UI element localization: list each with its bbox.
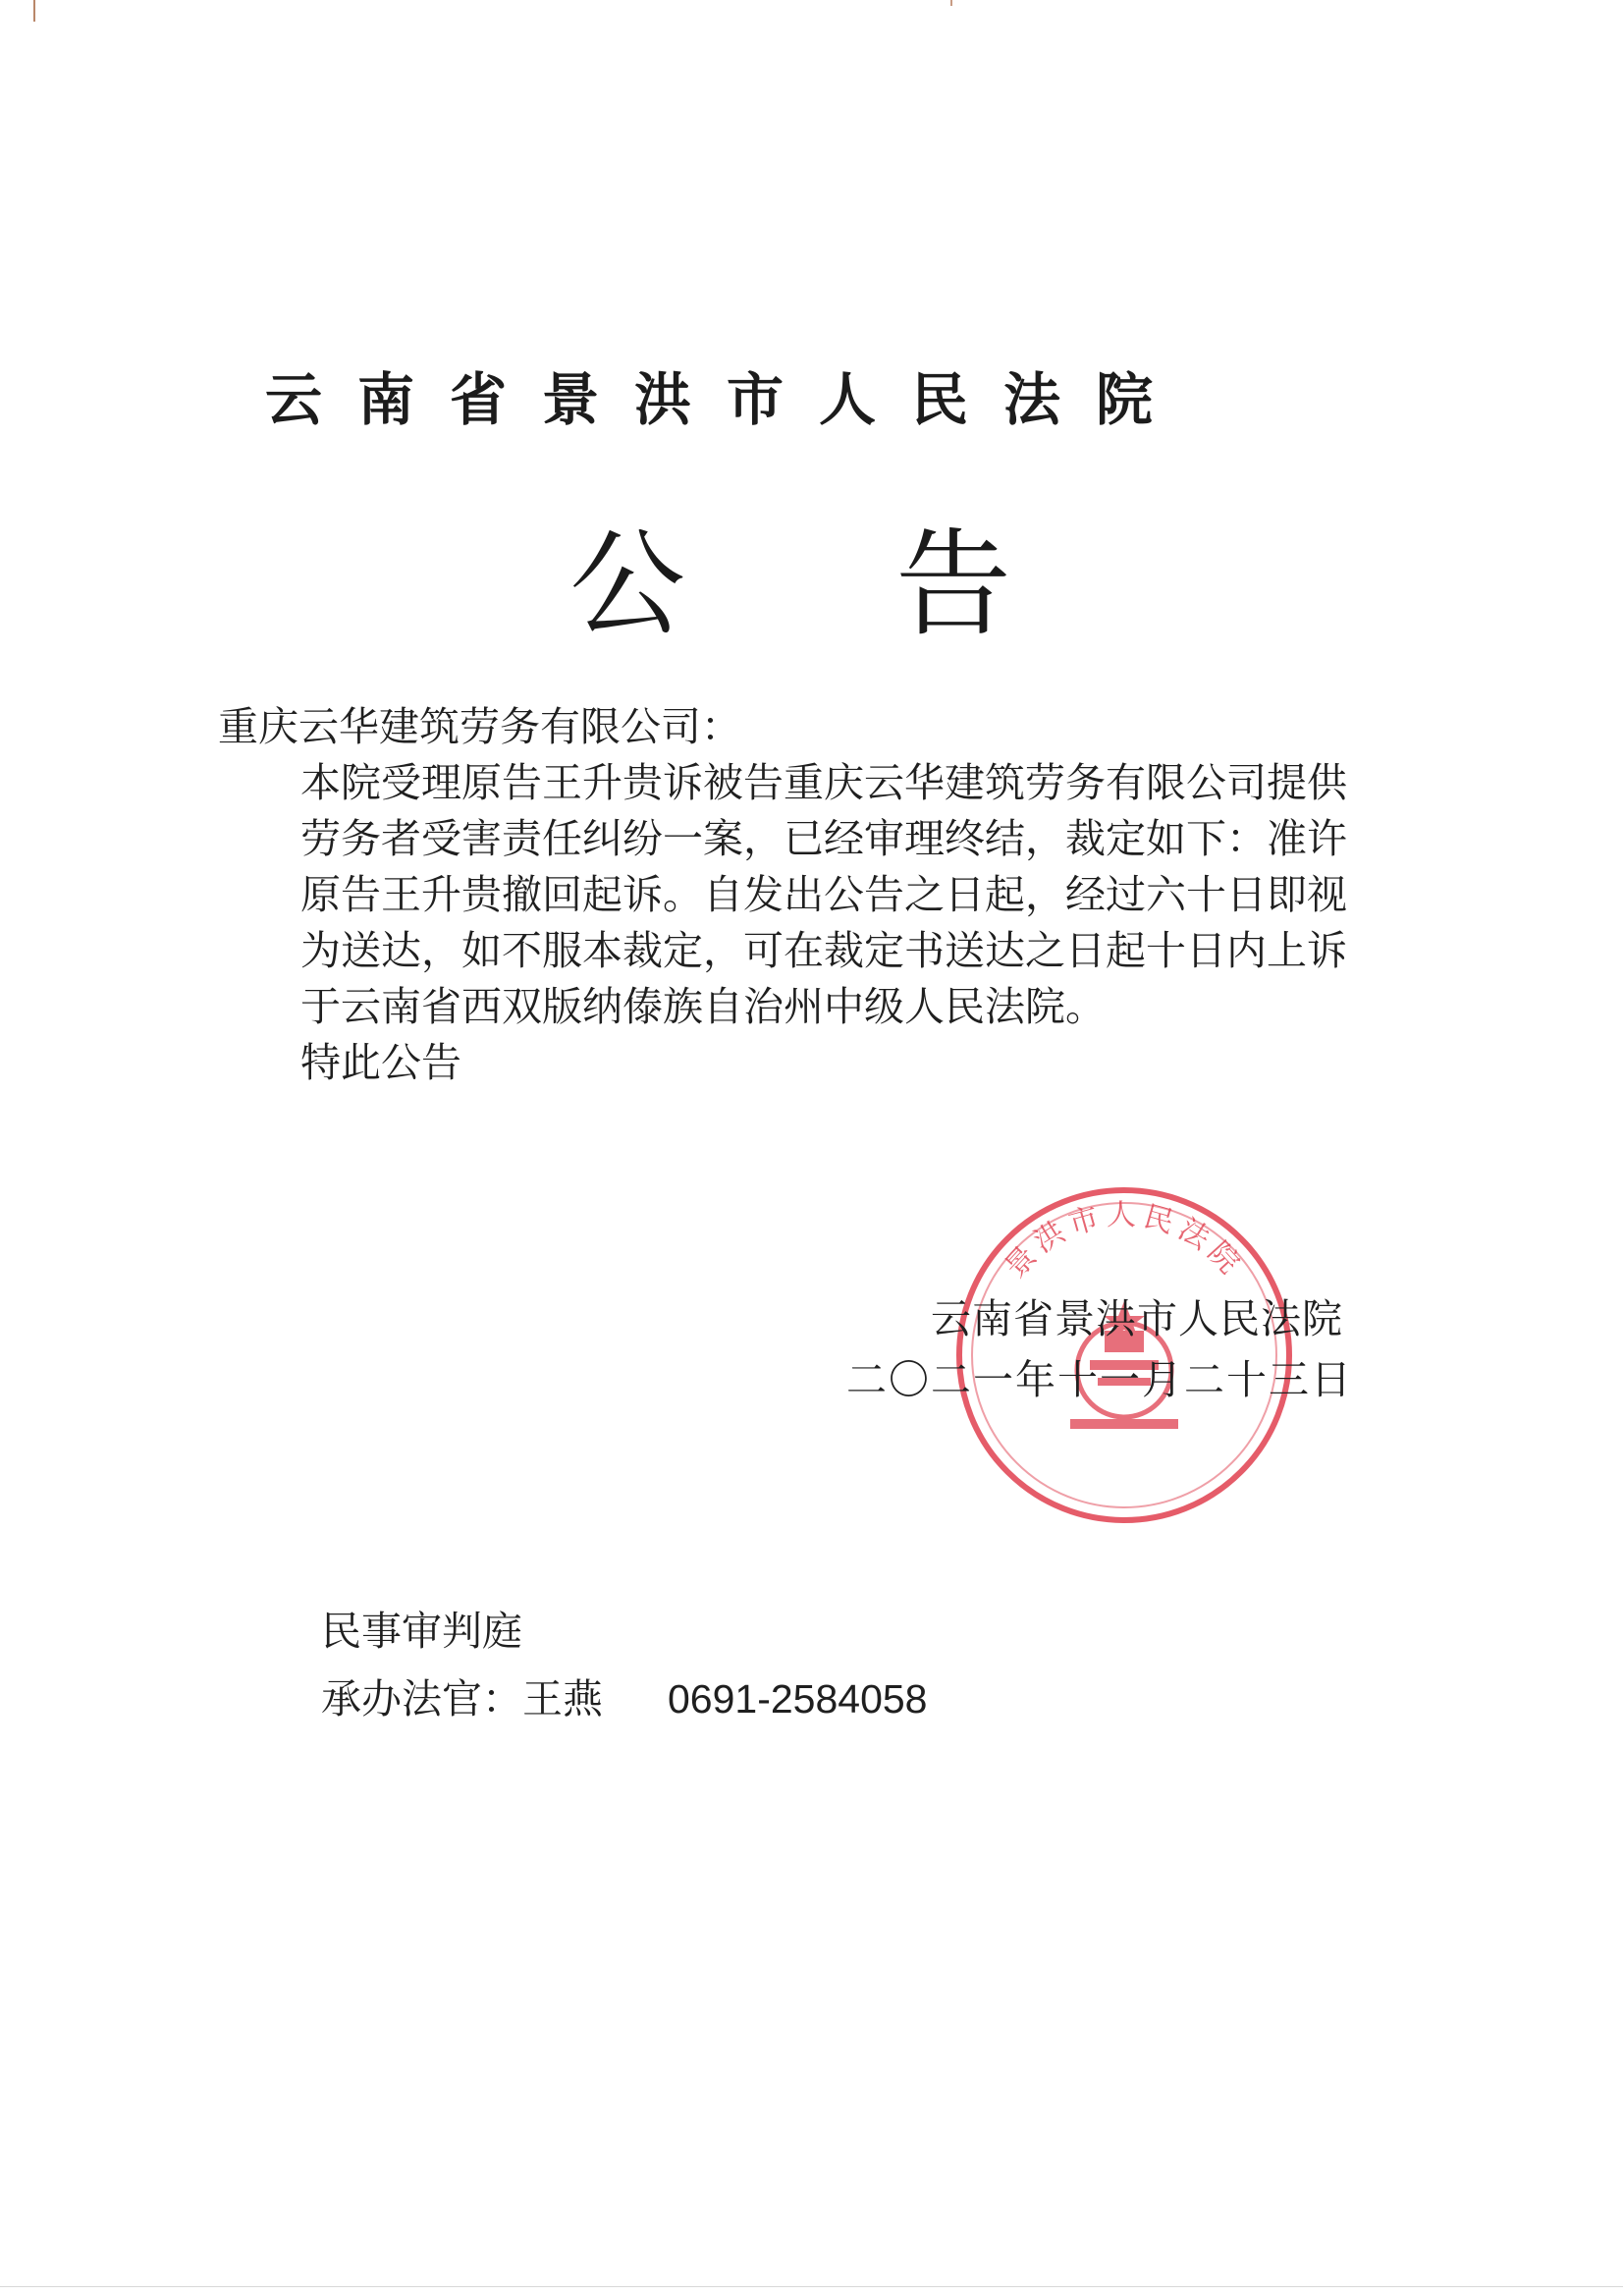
department: 民事审判庭 [321, 1608, 522, 1655]
notice-title [569, 491, 1011, 658]
court-title: 云南省景洪市人民法院 [264, 366, 1188, 433]
judge-contact [321, 1667, 927, 1724]
judge-label: 承办法官：王燕 [321, 1675, 603, 1722]
notice-title-char: 告 [894, 517, 1011, 652]
signature-court: 云南省景洪市人民法院 [931, 1295, 1343, 1342]
closing-phrase: 特此公告 [300, 1039, 461, 1086]
notice-title-char: 公 [569, 517, 686, 652]
svg-text:景洪市人民法院 [999, 1198, 1250, 1285]
seal-text: 景洪市人民法院 [998, 1198, 1251, 1285]
scan-edge-mark [33, 0, 35, 22]
notice-body [218, 699, 1377, 1091]
scan-bottom-edge [0, 2286, 1623, 2287]
addressee: 重庆云华建筑劳务有限公司： [218, 703, 741, 750]
notice-paragraph: 本院受理原告王升贵诉被告重庆云华建筑劳务有限公司提供劳务者受害责任纠纷一案，已经审理终结，裁定如下：准许原告王升贵撤回起诉。自发出公告之日起，经过六十日即视为送达，如不服本裁定，可在裁定书送达之日起十日内上诉于云南省西双版纳傣族自治州中级人民法院。 [300, 759, 1347, 1030]
signature-date: 二〇二一年十一月二十三日 [846, 1356, 1353, 1403]
scan-edge-mark [950, 0, 952, 6]
phone-number: 0691-2584058 [668, 1676, 928, 1722]
